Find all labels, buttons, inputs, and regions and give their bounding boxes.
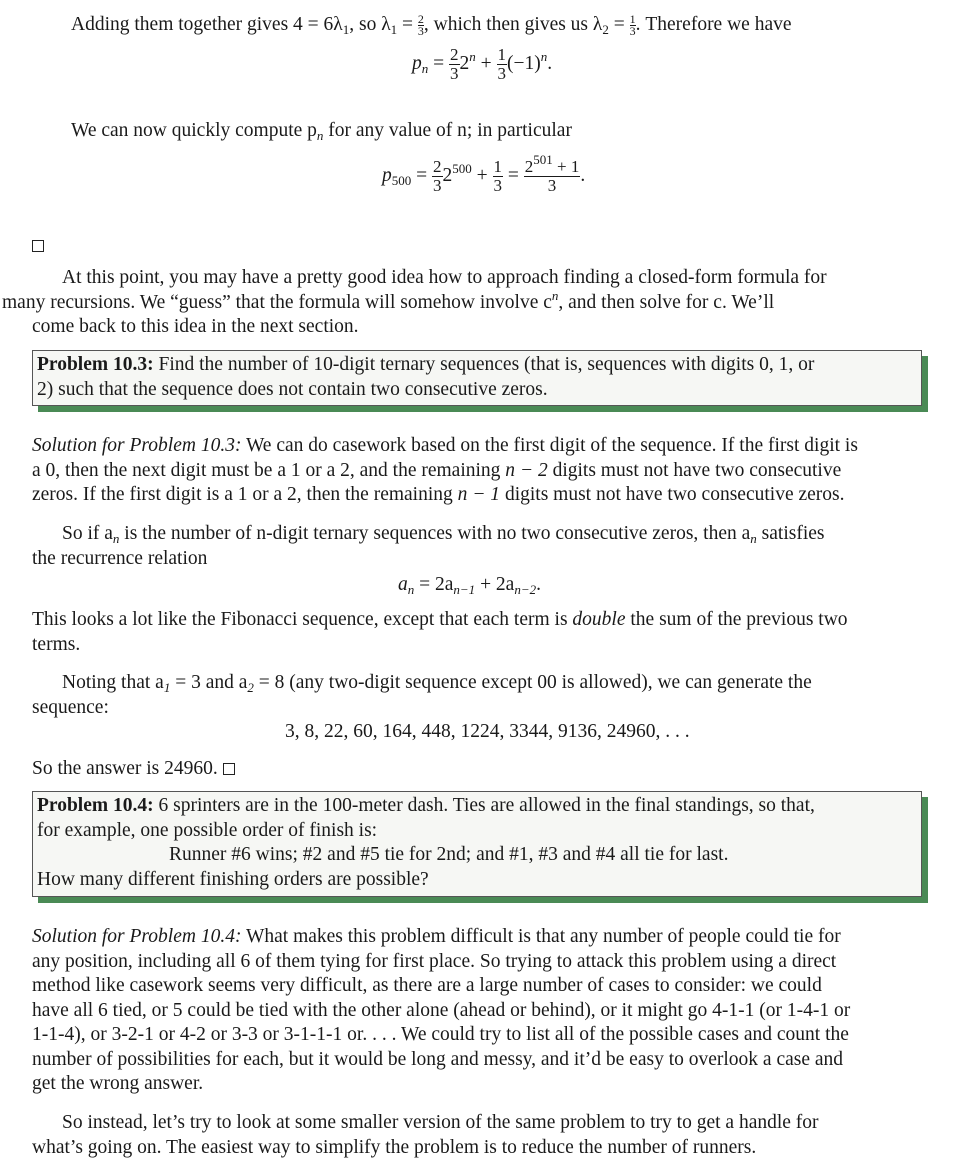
text-line bbox=[32, 672, 812, 693]
denominator: 3 bbox=[629, 24, 636, 39]
text-line: How many different finishing orders are possible? bbox=[37, 868, 429, 890]
fraction-coef bbox=[432, 158, 443, 195]
text-line: method like casework seems very difficult, as there are a large number of cases to consider: we could bbox=[32, 975, 822, 996]
text-run: for any value of n; in particular bbox=[323, 120, 572, 141]
period: . bbox=[547, 52, 553, 74]
var-p: p bbox=[412, 52, 422, 74]
text-line: At this point, you may have a pretty good idea how to approach finding a closed-form formula for bbox=[62, 267, 827, 288]
text-line: the recurrence relation bbox=[32, 547, 208, 569]
subscript: n−2 bbox=[514, 582, 537, 597]
text-run: . Therefore we have bbox=[635, 14, 792, 35]
text-line: Runner #6 wins; #2 and #5 tie for 2nd; and #1, #3 and #4 all tie for last. bbox=[169, 844, 729, 865]
period: . bbox=[580, 164, 586, 186]
plus-sign: + bbox=[476, 164, 488, 186]
plus-sign: + bbox=[480, 52, 492, 74]
denominator: 3 bbox=[417, 24, 424, 39]
text-line: any position, including all 6 of them tying for first place. So trying to attack this problem using a direct bbox=[32, 950, 837, 972]
math-expr: n − 1 bbox=[457, 484, 501, 505]
period: . bbox=[536, 574, 541, 595]
text-line bbox=[32, 523, 824, 544]
text-line: sequence: bbox=[32, 696, 109, 718]
text-run: So if a bbox=[62, 523, 113, 544]
subscript: 1 bbox=[342, 22, 350, 37]
numerator: 2 bbox=[433, 157, 442, 176]
numerator: 1 bbox=[629, 12, 636, 27]
numerator bbox=[524, 152, 581, 176]
base: 2 bbox=[524, 157, 534, 176]
subscript: 2 bbox=[247, 680, 254, 695]
text-line: terms. bbox=[32, 633, 81, 655]
base: 2 bbox=[459, 52, 470, 74]
problem-10-3-box bbox=[32, 350, 922, 406]
text-run: 6 sprinters are in the 100-meter dash. Ties are allowed in the final standings, so that, bbox=[153, 795, 815, 816]
var-a: a bbox=[398, 574, 408, 595]
term: (−1) bbox=[507, 52, 541, 74]
text-line: 1-1-4), or 3-2-1 or 4-2 or 3-3 or 3-1-1-1 or. . . . We could try to list all of the possible cases and count the bbox=[32, 1024, 849, 1045]
problem-label: Problem 10.4: bbox=[37, 795, 154, 816]
solution-label: Solution for Problem 10.3: bbox=[32, 435, 242, 456]
text-run: So the answer is 24960. bbox=[32, 758, 218, 779]
subscript: 500 bbox=[391, 172, 412, 188]
fraction-coef2 bbox=[497, 46, 508, 83]
text-run: + 2a bbox=[475, 574, 515, 595]
subscript: n bbox=[112, 531, 120, 546]
lambda-sentence: Adding them together gives $4 = 6\lambda_1$, so $\lambda_1$ = $\frac{2}{3}$ , which then gives us $\lambda_2$ = $\frac{1}{3}$ . Therefore we have bbox=[71, 12, 792, 39]
exponent: 501 bbox=[533, 152, 553, 167]
text-line bbox=[2, 287, 775, 316]
subscript: n bbox=[316, 128, 324, 143]
numerator: 1 bbox=[497, 45, 506, 64]
numerator: 1 bbox=[493, 157, 502, 176]
solution-10-4-paragraph bbox=[32, 925, 932, 1097]
text-line: get the wrong answer. bbox=[32, 1073, 204, 1094]
exponent: n bbox=[551, 287, 559, 303]
text-run: digits must not have two consecutive zeros. bbox=[500, 484, 845, 505]
recurrence-intro-paragraph bbox=[32, 522, 932, 571]
text-run: digits must not have two consecutive bbox=[547, 459, 842, 481]
problem-label: Problem 10.3: bbox=[37, 354, 154, 375]
subscript: n bbox=[750, 531, 757, 546]
denominator: 3 bbox=[493, 176, 502, 195]
exponent: 500 bbox=[452, 160, 472, 176]
var-p: p bbox=[382, 164, 392, 186]
solution-label: Solution for Problem 10.4: bbox=[32, 926, 242, 947]
compute-sentence bbox=[71, 120, 572, 142]
text-line: have all 6 tied, or 5 could be tied with the other alone (ahead or behind), or it might go 4-1-1 (or 1-4-1 or bbox=[32, 999, 851, 1021]
text-run: We can do casework based on the first digit of the sequence. If the first digit is bbox=[241, 435, 858, 456]
text-run: = 2a bbox=[414, 574, 454, 595]
answer-line bbox=[32, 758, 235, 780]
text-run: Noting that a bbox=[62, 672, 164, 693]
fraction-coef1 bbox=[449, 46, 460, 83]
text-run: a 0, then the next digit must be a 1 or a 2, and the remaining bbox=[32, 459, 506, 481]
text-run: many recursions. We “guess” that the formula will somehow involve c bbox=[2, 291, 552, 313]
text-run: zeros. If the first digit is a 1 or a 2, then the remaining bbox=[32, 484, 458, 505]
subscript: n bbox=[407, 582, 415, 597]
text-run: This looks a lot like the Fibonacci sequence, except that each term is bbox=[32, 609, 573, 630]
math-expr: n − 2 bbox=[505, 459, 548, 481]
denominator: 3 bbox=[524, 176, 581, 195]
text-run: Adding them together gives 4 = 6λ bbox=[71, 14, 343, 35]
denominator: 3 bbox=[497, 64, 506, 83]
subscript: 1 bbox=[163, 680, 171, 695]
text-run: We can now quickly compute p bbox=[71, 120, 317, 141]
subscript: n bbox=[421, 60, 429, 76]
denominator: 3 bbox=[450, 64, 459, 83]
text-line: 2) such that the sequence does not contain two consecutive zeros. bbox=[37, 378, 548, 400]
text-run: + 1 bbox=[552, 157, 580, 176]
text-run: = 8 (any two-digit sequence except 00 is allowed), we can generate the bbox=[253, 672, 812, 693]
text-run: , so λ bbox=[349, 14, 391, 35]
formula-p500: $p_{500}$ = $\frac{2}{3}$ $2^{500}$ + $\frac{1}{3}$ = $\frac{2^{501} + 1}{3}$ . bbox=[382, 152, 586, 195]
formula-pn: $p_n$ = $\frac{2}{3}$ 2$^n$ + $\frac{1}{3}$ $(-1)^n$. bbox=[412, 45, 553, 83]
text-run: What makes this problem difficult is that any number of people could tie for bbox=[241, 926, 841, 947]
qed-box-icon bbox=[32, 235, 44, 257]
formula-recurrence bbox=[398, 574, 541, 596]
numerator: 2 bbox=[417, 12, 424, 27]
sequence-display: 3, 8, 22, 60, 164, 448, 1224, 3344, 9136, 24960, . . . bbox=[285, 721, 690, 742]
solution-10-3-paragraph bbox=[32, 434, 932, 508]
subscript: 2 bbox=[602, 22, 609, 37]
text-line: what’s going on. The easiest way to simplify the problem is to reduce the number of runners. bbox=[32, 1136, 757, 1158]
text-line: for example, one possible order of finish is: bbox=[37, 819, 378, 841]
text-run: the sum of the previous two bbox=[625, 609, 848, 630]
text-line: come back to this idea in the next section. bbox=[32, 316, 359, 337]
text-run: is the number of n-digit ternary sequences with no two consecutive zeros, then a bbox=[119, 523, 751, 544]
text-run: = 3 and a bbox=[170, 672, 248, 693]
exponent: n bbox=[540, 48, 548, 64]
fraction-second bbox=[493, 158, 504, 195]
fibonacci-paragraph bbox=[32, 608, 932, 657]
problem-10-4-box bbox=[32, 791, 922, 897]
emphasis: double bbox=[572, 609, 626, 630]
qed-box-icon bbox=[223, 763, 235, 775]
fraction-result bbox=[524, 152, 581, 195]
text-run: satisfies bbox=[756, 523, 825, 544]
text-run: , and then solve for c. We’ll bbox=[558, 291, 775, 313]
smaller-version-paragraph bbox=[32, 1111, 932, 1160]
text-line: So instead, let’s try to look at some smaller version of the same problem to try to get a handle for bbox=[62, 1112, 819, 1133]
text-run: Find the number of 10-digit ternary sequences (that is, sequences with digits 0, 1, or bbox=[153, 354, 815, 375]
text-run: , which then gives us λ bbox=[423, 14, 603, 35]
subscript: n−1 bbox=[453, 582, 476, 597]
base: 2 bbox=[442, 164, 453, 186]
exponent: n bbox=[469, 48, 476, 64]
paragraph-guess bbox=[2, 266, 932, 340]
text-line: number of possibilities for each, but it would be long and messy, and it’d be easy to overlook a case and bbox=[32, 1048, 844, 1070]
initial-terms-paragraph bbox=[32, 671, 932, 720]
denominator: 3 bbox=[433, 176, 442, 195]
subscript: 1 bbox=[390, 22, 398, 37]
numerator: 2 bbox=[450, 45, 459, 64]
